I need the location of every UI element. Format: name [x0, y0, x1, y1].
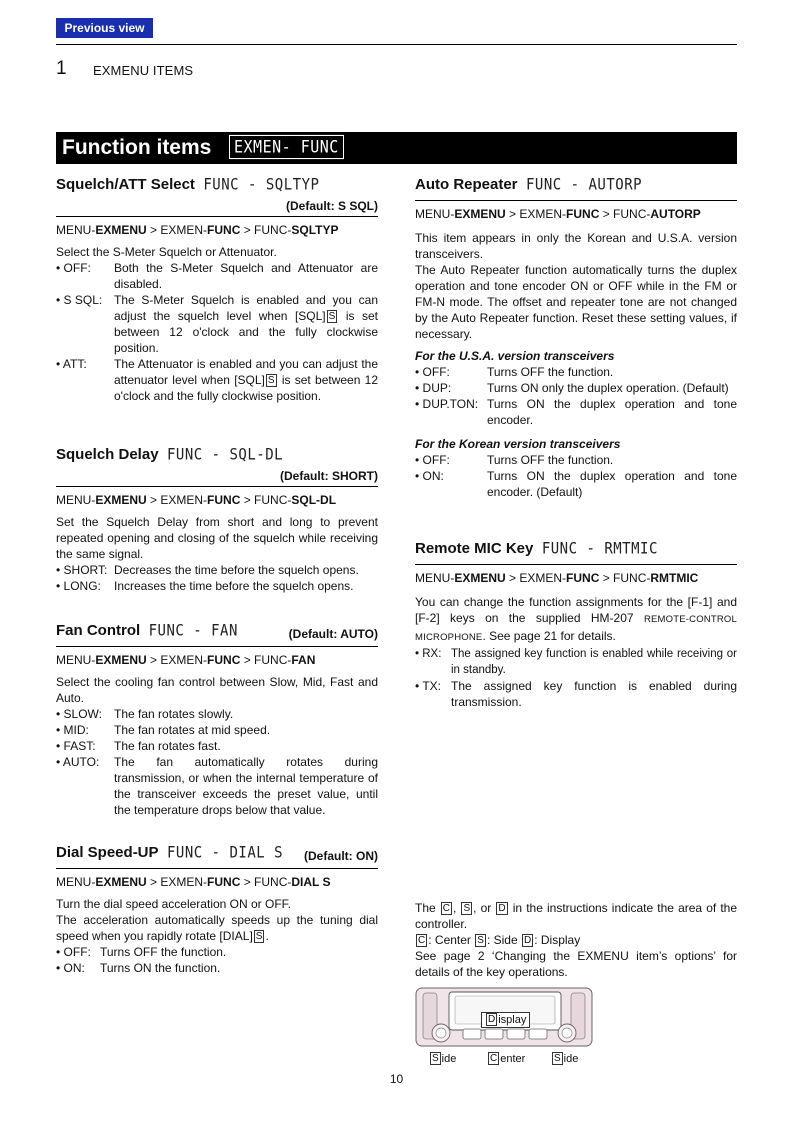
banner-lcd-label: EXMEN- FUNC	[229, 135, 344, 159]
section-paragraph: This item appears in only the Korean and U.S.A. version transceivers.	[415, 231, 737, 261]
section-title: Dial Speed-UP	[56, 844, 159, 862]
center-key-marker: C	[418, 935, 426, 946]
default-value: (Default: S SQL)	[286, 199, 378, 213]
option-item: • SLOW: The fan rotates slowly.	[56, 707, 234, 721]
chapter-title: EXMENU ITEMS	[93, 63, 194, 78]
section-banner	[56, 132, 737, 164]
side-label-right: S ide	[554, 1053, 579, 1065]
previous-view-button[interactable]: Previous view	[56, 18, 153, 38]
menu-path: MENU-EXMENU > EXMEN-FUNC > FUNC-DIAL S	[56, 868, 378, 892]
section-dial-speed-up	[56, 844, 378, 976]
section-title: Auto Repeater	[415, 176, 518, 194]
lcd-label: FUNC - DIAL S	[166, 843, 284, 862]
display-key-marker: D	[488, 1014, 496, 1025]
section-intro: Select the cooling fan control between Slow, Mid, Fast and Auto.	[56, 675, 378, 705]
option-item: • OFF: Turns OFF the function.	[415, 453, 614, 467]
menu-path: MENU-EXMENU > EXMEN-FUNC > FUNC-RMTMIC	[415, 564, 737, 588]
side-key-marker: S	[554, 1053, 561, 1064]
banner-title: Function items	[62, 136, 212, 159]
section-fan-control	[56, 622, 378, 818]
section-intro-2: The acceleration automatically speeds up the tuning dial speed when you rapidly rotate [DIAL] S .	[56, 913, 378, 943]
default-value: (Default: AUTO)	[288, 627, 378, 641]
controller-figure	[415, 987, 595, 1067]
usa-subheading: For the U.S.A. version transceivers	[415, 349, 615, 363]
korean-subheading: For the Korean version transceivers	[415, 437, 621, 451]
page-number: 10	[389, 1072, 404, 1086]
lcd-label: FUNC - SQL-DL	[167, 445, 284, 464]
option-item: • OFF: Both the S-Meter Squelch and Attenuator are disabled.	[56, 261, 378, 291]
option-item: • SHORT: Decreases the time before the squelch opens.	[56, 563, 359, 577]
side-key-marker: S	[267, 375, 275, 386]
lcd-label: FUNC - SQLTYP	[203, 175, 320, 194]
section-intro: Turn the dial speed acceleration ON or OFF.	[56, 897, 291, 911]
section-squelch-att	[56, 176, 378, 404]
option-item: • FAST: The fan rotates fast.	[56, 739, 221, 753]
section-intro: Set the Squelch Delay from short and long to prevent repeated opening and closing of the squelch while receiving the same signal.	[56, 515, 378, 561]
option-item: • TX: The assigned key function is enabled during transmission.	[415, 679, 737, 709]
note-line: The C , S , or D in the instructions indicate the area of the controller.	[415, 901, 737, 931]
center-key-marker: C	[442, 903, 451, 914]
side-key-marker: S	[255, 931, 263, 942]
display-key-marker: D	[523, 935, 532, 946]
key-area-note	[415, 900, 737, 980]
center-label: C enter	[490, 1053, 526, 1065]
default-value: (Default: ON)	[304, 849, 378, 863]
section-title: Squelch/ATT Select	[56, 176, 195, 194]
lcd-label: FUNC - AUTORP	[525, 175, 643, 194]
chapter-number: 1	[56, 58, 67, 79]
note-legend: C : Center S : Side D : Display	[418, 933, 581, 947]
center-key-marker: C	[490, 1053, 498, 1064]
lcd-label: FUNC - FAN	[148, 621, 238, 640]
option-item: • DUP.TON: Turns ON the duplex operation and tone encoder.	[415, 397, 737, 427]
option-item: • AUTO: The fan automatically rotates during transmission, or when the internal temperature of the transceiver exceeds the preset value, until the temperature drops below that value.	[56, 755, 378, 817]
section-paragraph: You can change the function assignments for the [F-1] and [F-2] keys on the supplied HM-207 REMOTE-CONTROL MICROPHONE. See page 21 for details.	[415, 595, 737, 643]
side-key-marker: S	[432, 1053, 439, 1064]
option-item: • RX: The assigned key function is enabled while receiving or in standby.	[415, 648, 737, 676]
section-remote-mic-key	[415, 540, 737, 710]
note-reference: See page 2 ‘Changing the EXMENU item’s options’ for details of the key operations.	[415, 949, 737, 979]
menu-path: MENU-EXMENU > EXMEN-FUNC > FUNC-SQL-DL	[56, 486, 378, 510]
section-paragraph: The Auto Repeater function automatically turns the duplex operation and tone encoder ON or OFF while in the FM or FM-N mode. The offset and repeater tone are not changed by the Auto Repeater function. Reset these setting values, if necessary.	[415, 263, 737, 341]
display-label: D isplay	[481, 1012, 530, 1028]
section-title: Squelch Delay	[56, 446, 159, 464]
option-item: • MID: The fan rotates at mid speed.	[56, 723, 271, 737]
lcd-label: FUNC - RMTMIC	[541, 539, 658, 558]
section-title: Remote MIC Key	[415, 540, 534, 558]
section-auto-repeater	[415, 176, 737, 500]
side-key-marker: S	[328, 311, 336, 322]
option-item: • ON: Turns ON the function.	[56, 961, 221, 975]
side-key-marker: S	[477, 935, 484, 946]
option-item: • ATT: The Attenuator is enabled and you can adjust the attenuator level when [SQL] S is set between 12 o'clock and the fully clockwise position.	[56, 357, 379, 403]
display-key-marker: D	[498, 903, 506, 914]
menu-path: MENU-EXMENU > EXMEN-FUNC > FUNC-AUTORP	[415, 200, 737, 224]
option-item: • OFF: Turns OFF the function.	[415, 365, 614, 379]
section-title: Fan Control	[56, 622, 141, 640]
side-label-left: S ide	[432, 1053, 457, 1065]
option-item: • LONG: Increases the time before the squelch opens.	[56, 579, 354, 593]
top-rule	[56, 44, 737, 45]
side-key-marker: S	[463, 903, 471, 914]
menu-path: MENU-EXMENU > EXMEN-FUNC > FUNC-FAN	[56, 646, 378, 670]
menu-path: MENU-EXMENU > EXMEN-FUNC > FUNC-SQLTYP	[56, 216, 378, 240]
section-intro: Select the S-Meter Squelch or Attenuator.	[56, 245, 277, 259]
option-item: • OFF: Turns OFF the function.	[56, 945, 227, 959]
default-value: (Default: SHORT)	[280, 469, 378, 483]
section-squelch-delay	[56, 446, 378, 594]
option-item: • DUP: Turns ON only the duplex operation. (Default)	[415, 381, 729, 395]
option-item: • ON: Turns ON the duplex operation and tone encoder. (Default)	[415, 469, 737, 499]
option-item: • S SQL: The S-Meter Squelch is enabled and you can adjust the squelch level when [SQL] S is set between 12 o'clock and the fully clockwise position.	[56, 293, 378, 355]
